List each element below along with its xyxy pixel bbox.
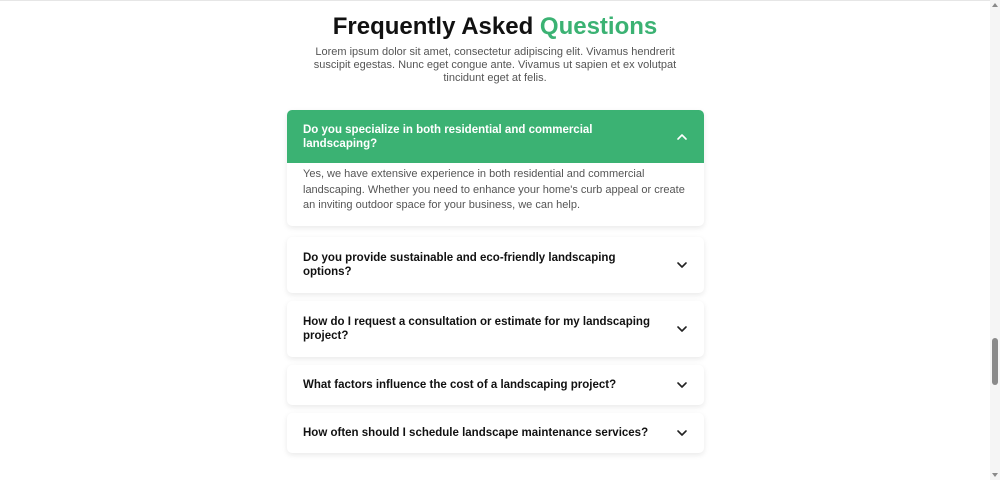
chevron-down-icon[interactable] [676, 323, 688, 335]
faq-question: Do you provide sustainable and eco-friendly landscaping options? [303, 251, 616, 278]
faq-answer: Yes, we have extensive experience in both residential and commercial landscaping. Whether you need to enhance your home's curb appeal or create an inviting outdoor space for your business, we can help. [303, 168, 685, 211]
faq-item-consultation [287, 301, 704, 357]
scrollbar-thumb[interactable] [992, 338, 998, 385]
faq-accordion [287, 110, 704, 465]
faq-question-toggle[interactable] [287, 237, 704, 293]
scroll-down-arrow-icon[interactable] [992, 473, 998, 477]
title-accent: Questions [539, 13, 658, 40]
faq-question: What factors influence the cost of a landscaping project? [303, 378, 617, 391]
chevron-down-icon[interactable] [676, 259, 688, 271]
faq-question-toggle[interactable] [287, 413, 704, 453]
faq-item-eco-friendly [287, 237, 704, 293]
faq-question-toggle[interactable] [287, 110, 704, 163]
chevron-down-icon[interactable] [676, 427, 688, 439]
faq-question: Do you specialize in both residential and commercial landscaping? [303, 123, 593, 150]
faq-item-residential-commercial [287, 110, 704, 226]
title-prefix: Frequently Asked [332, 13, 534, 40]
faq-question: How do I request a consultation or estimate for my landscaping project? [303, 315, 650, 342]
faq-subtitle: Lorem ipsum dolor sit amet, consectetur adipiscing elit. Vivamus hendrerit suscipit egestas. Nunc eget congue ante. Vivamus ut sapien et ex volutpat tincidunt eget at felis. [313, 46, 677, 84]
faq-question-toggle[interactable] [287, 301, 704, 357]
faq-question: How often should I schedule landscape maintenance services? [303, 426, 649, 439]
scroll-up-arrow-icon[interactable] [992, 3, 998, 7]
page-title [0, 10, 990, 44]
chevron-up-icon[interactable] [676, 131, 688, 143]
faq-question-toggle[interactable] [287, 365, 704, 405]
vertical-scrollbar[interactable] [990, 0, 1000, 480]
faq-item-maintenance [287, 413, 704, 453]
chevron-down-icon[interactable] [676, 379, 688, 391]
faq-item-cost-factors [287, 365, 704, 405]
